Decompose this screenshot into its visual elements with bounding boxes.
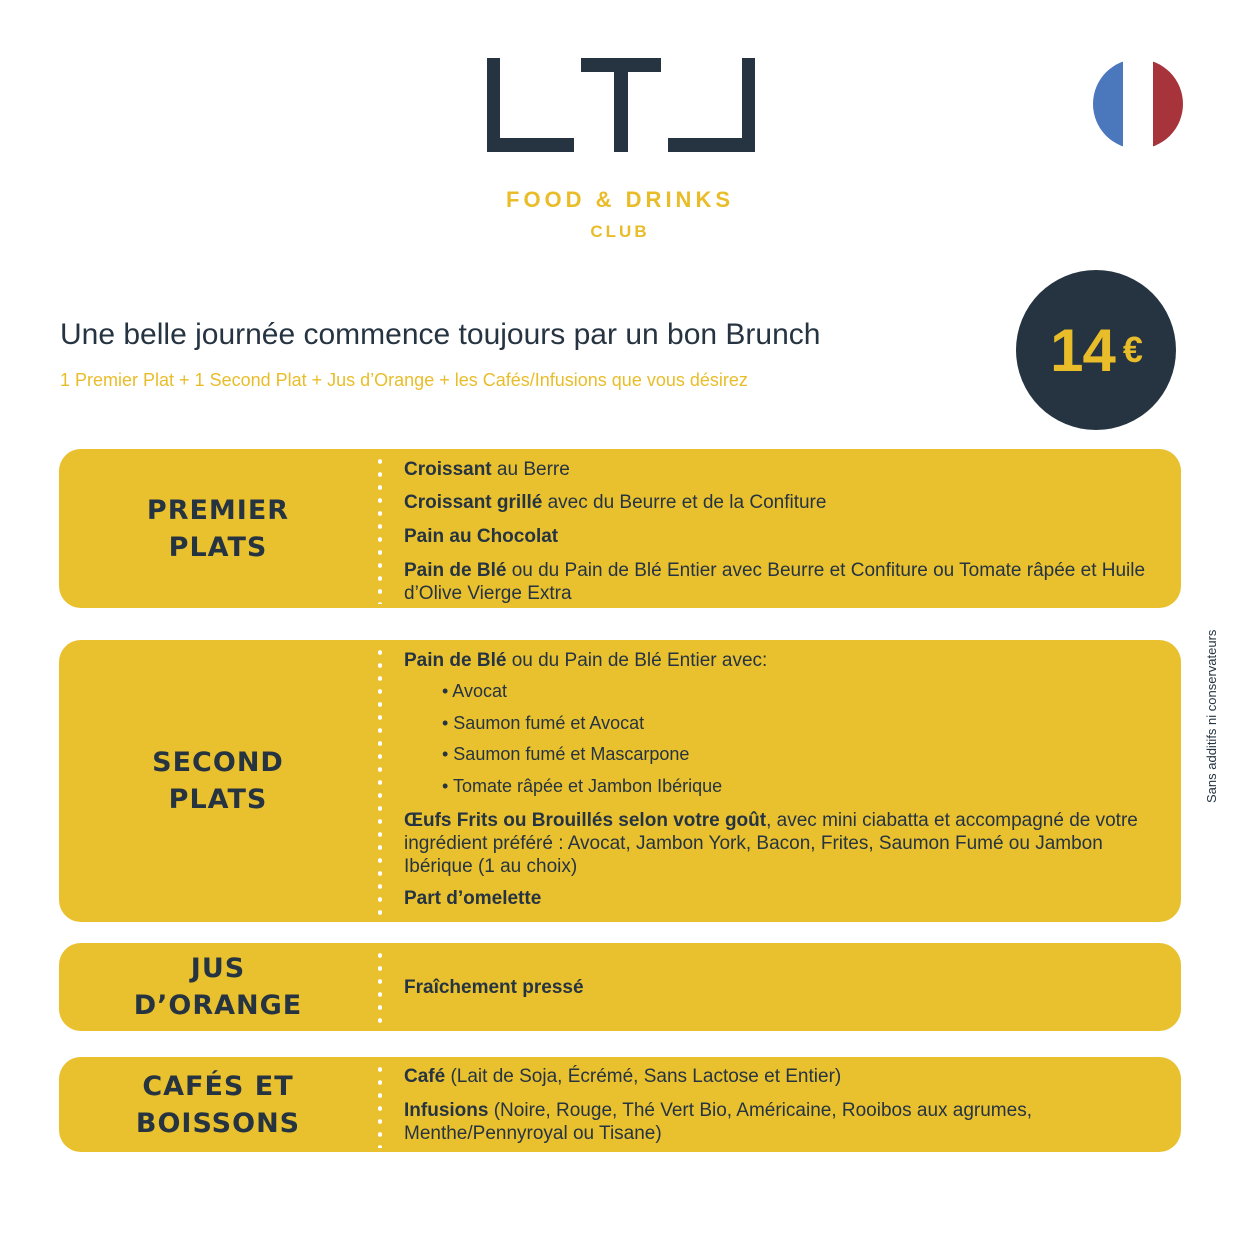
price-badge (1016, 270, 1176, 430)
list-item: • Avocat (442, 681, 508, 701)
price-currency: € (1122, 329, 1142, 370)
section-title: PREMIER PLATS (146, 494, 290, 563)
price-amount: 14 (1050, 316, 1115, 384)
list-item: • Tomate râpée et Jambon Ibérique (442, 776, 723, 796)
section-title: JUS D’ORANGE (133, 953, 303, 1021)
menu-item: Œufs Frits ou Brouillés selon votre goût, avec mini ciabatta et accompagné de votre ingrédient préféré : Avocat, Jambon York, Bacon, Frites, Saumon Fumé ou Jambon Ibérique (1 au choix) (404, 810, 1138, 877)
section-second-plats (59, 640, 1181, 922)
side-note: Sans additifs ni conservateurs (1204, 629, 1219, 803)
section-cafes-boissons (59, 1057, 1181, 1152)
menu-item: Pain de Blé ou du Pain de Blé Entier avec Beurre et Confiture ou Tomate râpée et Huile d’Olive Vierge Extra (404, 560, 1146, 604)
section-premier-plats (59, 449, 1181, 608)
section-title: SECOND PLATS (152, 747, 284, 815)
ltl-logo (487, 58, 755, 152)
dotted-divider (378, 1063, 382, 1148)
page-title: Une belle journée commence toujours par un bon Brunch (60, 318, 821, 351)
menu-item: Infusions (Noire, Rouge, Thé Vert Bio, Américaine, Rooibos aux agrumes, Menthe/Pennyroyal ou Tisane) (404, 1100, 1032, 1144)
list-item: • Saumon fumé et Avocat (442, 713, 645, 733)
list-item: • Saumon fumé et Mascarpone (442, 744, 690, 764)
menu-item: Part d’omelette (404, 888, 542, 909)
menu-item: Café (Lait de Soja, Écrémé, Sans Lactose et Entier) (404, 1066, 842, 1087)
dotted-divider (378, 646, 382, 918)
logo-club: CLUB (590, 222, 650, 241)
dotted-divider (378, 949, 382, 1027)
menu-item: Fraîchement pressé (404, 977, 584, 998)
menu-formula: 1 Premier Plat + 1 Second Plat + Jus d’Orange + les Cafés/Infusions que vous désirez (60, 370, 748, 390)
menu-item: Croissant grillé avec du Beurre et de la Confiture (404, 492, 827, 513)
menu-item: Pain de Blé ou du Pain de Blé Entier avec: (404, 650, 768, 671)
menu-item: Pain au Chocolat (404, 526, 559, 547)
menu-item: Croissant au Berre (404, 459, 570, 480)
dotted-divider (378, 455, 382, 604)
logo-tagline: FOOD & DRINKS (506, 187, 734, 212)
section-jus-orange (59, 943, 1181, 1031)
section-title: CAFÉS ET BOISSONS (135, 1070, 301, 1139)
french-flag-icon[interactable] (1093, 59, 1183, 149)
